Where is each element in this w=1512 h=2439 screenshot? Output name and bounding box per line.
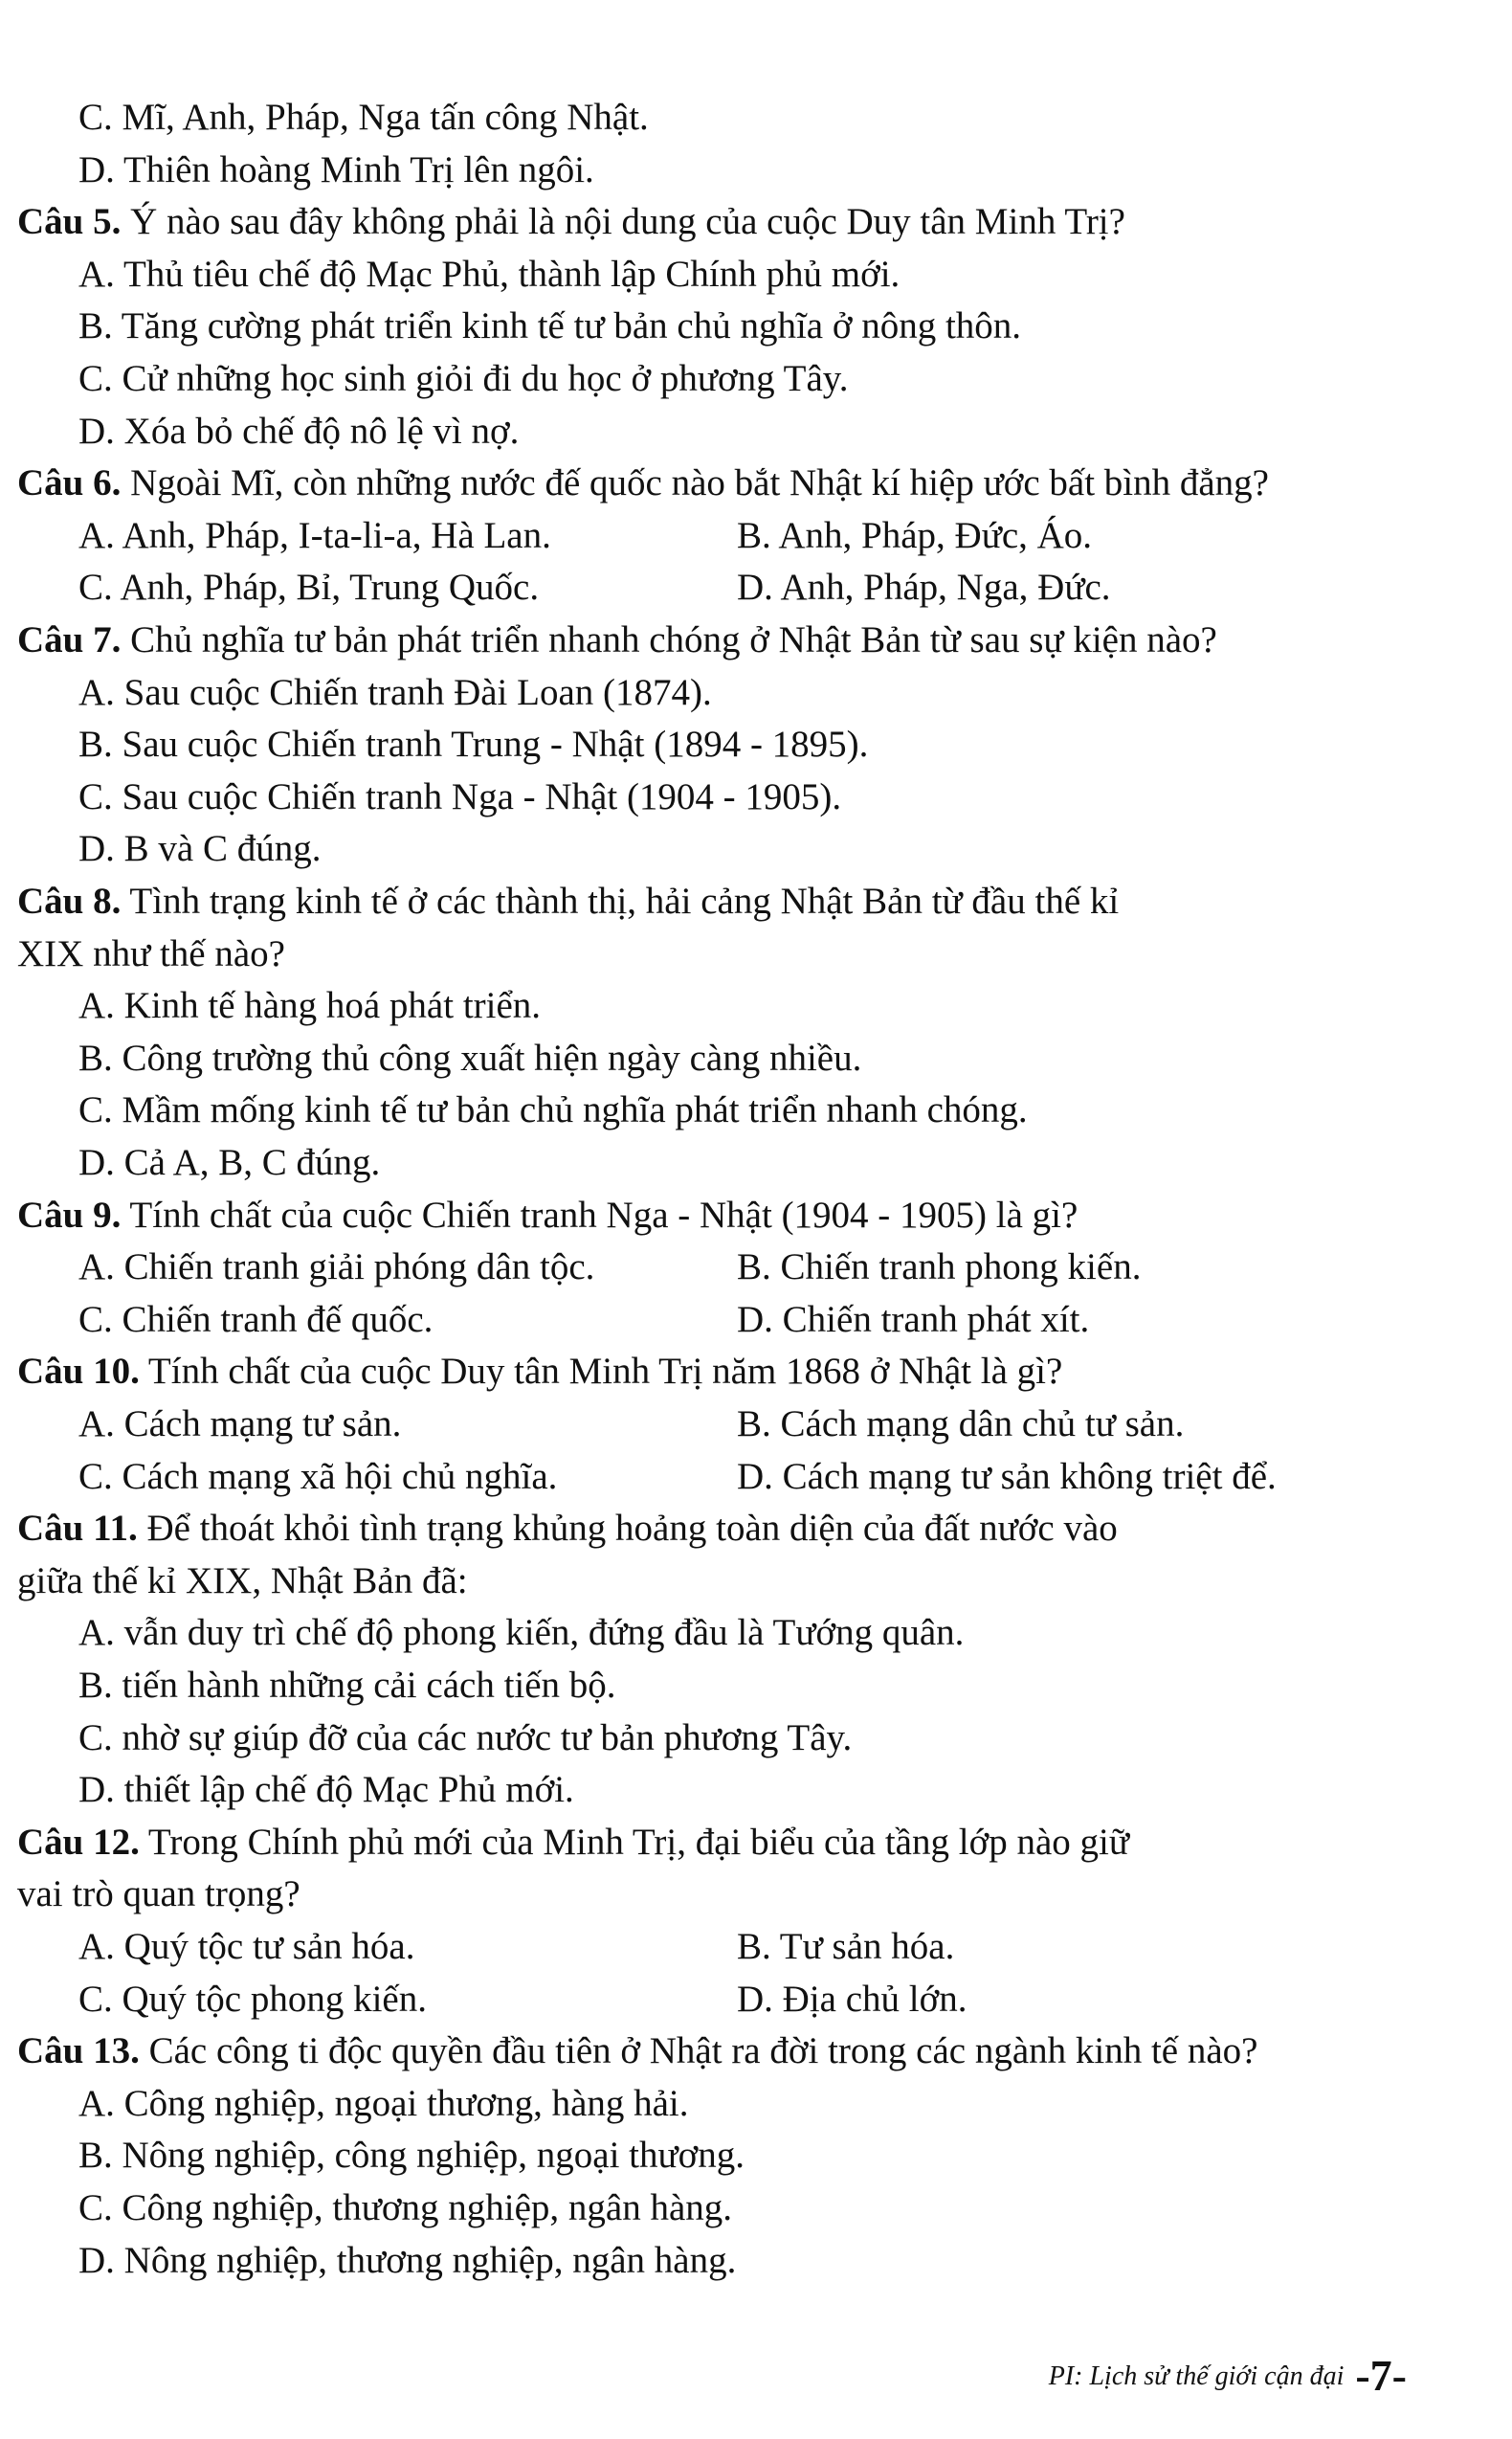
answer-option: B. Tăng cường phát triển kinh tế tư bản chủ nghĩa ở nông thôn.	[78, 305, 1022, 347]
answer-option: C. Cách mạng xã hội chủ nghĩa.	[78, 1456, 558, 1497]
question-number: Câu 10.	[17, 1351, 140, 1392]
page-footer	[1049, 2350, 1407, 2401]
question-number: Câu 7.	[17, 619, 122, 660]
answer-option: B. Anh, Pháp, Đức, Áo.	[737, 515, 1093, 556]
answer-option: A. Kinh tế hàng hoá phát triển.	[78, 985, 542, 1026]
page-number: -7-	[1355, 2351, 1407, 2400]
footer-book-title: PI: Lịch sử thế giới cận đại	[1048, 2361, 1345, 2391]
answer-option: A. Chiến tranh giải phóng dân tộc.	[78, 1246, 595, 1287]
question-text: Để thoát khỏi tình trạng khủng hoảng toàn diện của đất nước vào	[146, 1508, 1118, 1549]
question-number: Câu 13.	[17, 2030, 140, 2071]
question-line	[17, 880, 1119, 924]
answer-option: C. Anh, Pháp, Bỉ, Trung Quốc.	[78, 567, 540, 608]
question-text: Tính chất của cuộc Chiến tranh Nga - Nhật (1904 - 1905) là gì?	[129, 1195, 1078, 1236]
question-line	[17, 1507, 1118, 1551]
answer-option: D. Cách mạng tư sản không triệt để.	[737, 1456, 1277, 1497]
answer-option: B. Chiến tranh phong kiến.	[737, 1246, 1142, 1287]
answer-option: D. Anh, Pháp, Nga, Đức.	[737, 567, 1111, 608]
question-text: Chủ nghĩa tư bản phát triển nhanh chóng ở Nhật Bản từ sau sự kiện nào?	[130, 619, 1217, 660]
question-number: Câu 9.	[17, 1195, 122, 1236]
question-line	[17, 461, 1269, 505]
question-number: Câu 12.	[17, 1822, 140, 1863]
answer-option: C. nhờ sự giúp đỡ của các nước tư bản phương Tây.	[78, 1717, 853, 1758]
question-number: Câu 5.	[17, 201, 122, 242]
answer-option: D. Thiên hoàng Minh Trị lên ngôi.	[78, 149, 594, 190]
answer-option: C. Cử những học sinh giỏi đi du học ở phương Tây.	[78, 358, 849, 399]
answer-option: C. Mĩ, Anh, Pháp, Nga tấn công Nhật.	[78, 97, 649, 138]
answer-option: A. vẫn duy trì chế độ phong kiến, đứng đầu là Tướng quân.	[78, 1612, 965, 1653]
question-line	[17, 2029, 1258, 2073]
answer-option: A. Anh, Pháp, I-ta-li-a, Hà Lan.	[78, 515, 551, 556]
answer-option: A. Cách mạng tư sản.	[78, 1403, 402, 1444]
answer-option: A. Sau cuộc Chiến tranh Đài Loan (1874).	[78, 672, 712, 713]
question-text: Trong Chính phủ mới của Minh Trị, đại biểu của tầng lớp nào giữ	[147, 1822, 1129, 1863]
question-text: Ngoài Mĩ, còn những nước đế quốc nào bắt Nhật kí hiệp ước bất bình đẳng?	[130, 462, 1269, 503]
answer-option: C. Quý tộc phong kiến.	[78, 1979, 427, 2020]
answer-option: D. B và C đúng.	[78, 828, 322, 869]
answer-option: D. Cả A, B, C đúng.	[78, 1142, 381, 1183]
question-continuation: vai trò quan trọng?	[17, 1873, 300, 1914]
question-line	[17, 1821, 1129, 1865]
question-line	[17, 1350, 1062, 1394]
answer-option: B. Nông nghiệp, công nghiệp, ngoại thương.	[78, 2135, 745, 2176]
answer-option: A. Thủ tiêu chế độ Mạc Phủ, thành lập Chính phủ mới.	[78, 254, 901, 295]
question-text: Tính chất của cuộc Duy tân Minh Trị năm 1868 ở Nhật là gì?	[147, 1351, 1063, 1392]
question-line	[17, 1194, 1078, 1238]
answer-option: B. Công trường thủ công xuất hiện ngày càng nhiều.	[78, 1038, 862, 1079]
answer-option: D. thiết lập chế độ Mạc Phủ mới.	[78, 1769, 574, 1810]
answer-option: C. Mầm mống kinh tế tư bản chủ nghĩa phát triển nhanh chóng.	[78, 1089, 1028, 1130]
question-continuation: giữa thế kỉ XIX, Nhật Bản đã:	[17, 1560, 468, 1601]
question-number: Câu 11.	[17, 1508, 138, 1549]
answer-option: B. tiến hành những cải cách tiến bộ.	[78, 1665, 616, 1706]
question-number: Câu 6.	[17, 462, 122, 503]
answer-option: D. Địa chủ lớn.	[737, 1979, 967, 2020]
answer-option: C. Công nghiệp, thương nghiệp, ngân hàng.	[78, 2187, 733, 2228]
answer-option: D. Xóa bỏ chế độ nô lệ vì nợ.	[78, 411, 520, 452]
question-continuation: XIX như thế nào?	[17, 933, 285, 974]
question-line	[17, 200, 1125, 244]
answer-option: A. Quý tộc tư sản hóa.	[78, 1926, 415, 1967]
question-text: Các công ti độc quyền đầu tiên ở Nhật ra đời trong các ngành kinh tế nào?	[148, 2030, 1258, 2071]
answer-option: D. Chiến tranh phát xít.	[737, 1299, 1090, 1340]
answer-option: C. Sau cuộc Chiến tranh Nga - Nhật (1904 - 1905).	[78, 776, 842, 817]
answer-option: B. Sau cuộc Chiến tranh Trung - Nhật (1894 - 1895).	[78, 724, 869, 765]
question-text: Tình trạng kinh tế ở các thành thị, hải cảng Nhật Bản từ đầu thế kỉ	[129, 881, 1120, 922]
answer-option: C. Chiến tranh đế quốc.	[78, 1299, 434, 1340]
question-text: Ý nào sau đây không phải là nội dung của cuộc Duy tân Minh Trị?	[130, 201, 1125, 242]
answer-option: D. Nông nghiệp, thương nghiệp, ngân hàng.	[78, 2240, 737, 2281]
question-line	[17, 618, 1217, 662]
answer-option: B. Tư sản hóa.	[737, 1926, 955, 1967]
question-number: Câu 8.	[17, 881, 122, 922]
answer-option: B. Cách mạng dân chủ tư sản.	[737, 1403, 1185, 1444]
answer-option: A. Công nghiệp, ngoại thương, hàng hải.	[78, 2083, 689, 2124]
